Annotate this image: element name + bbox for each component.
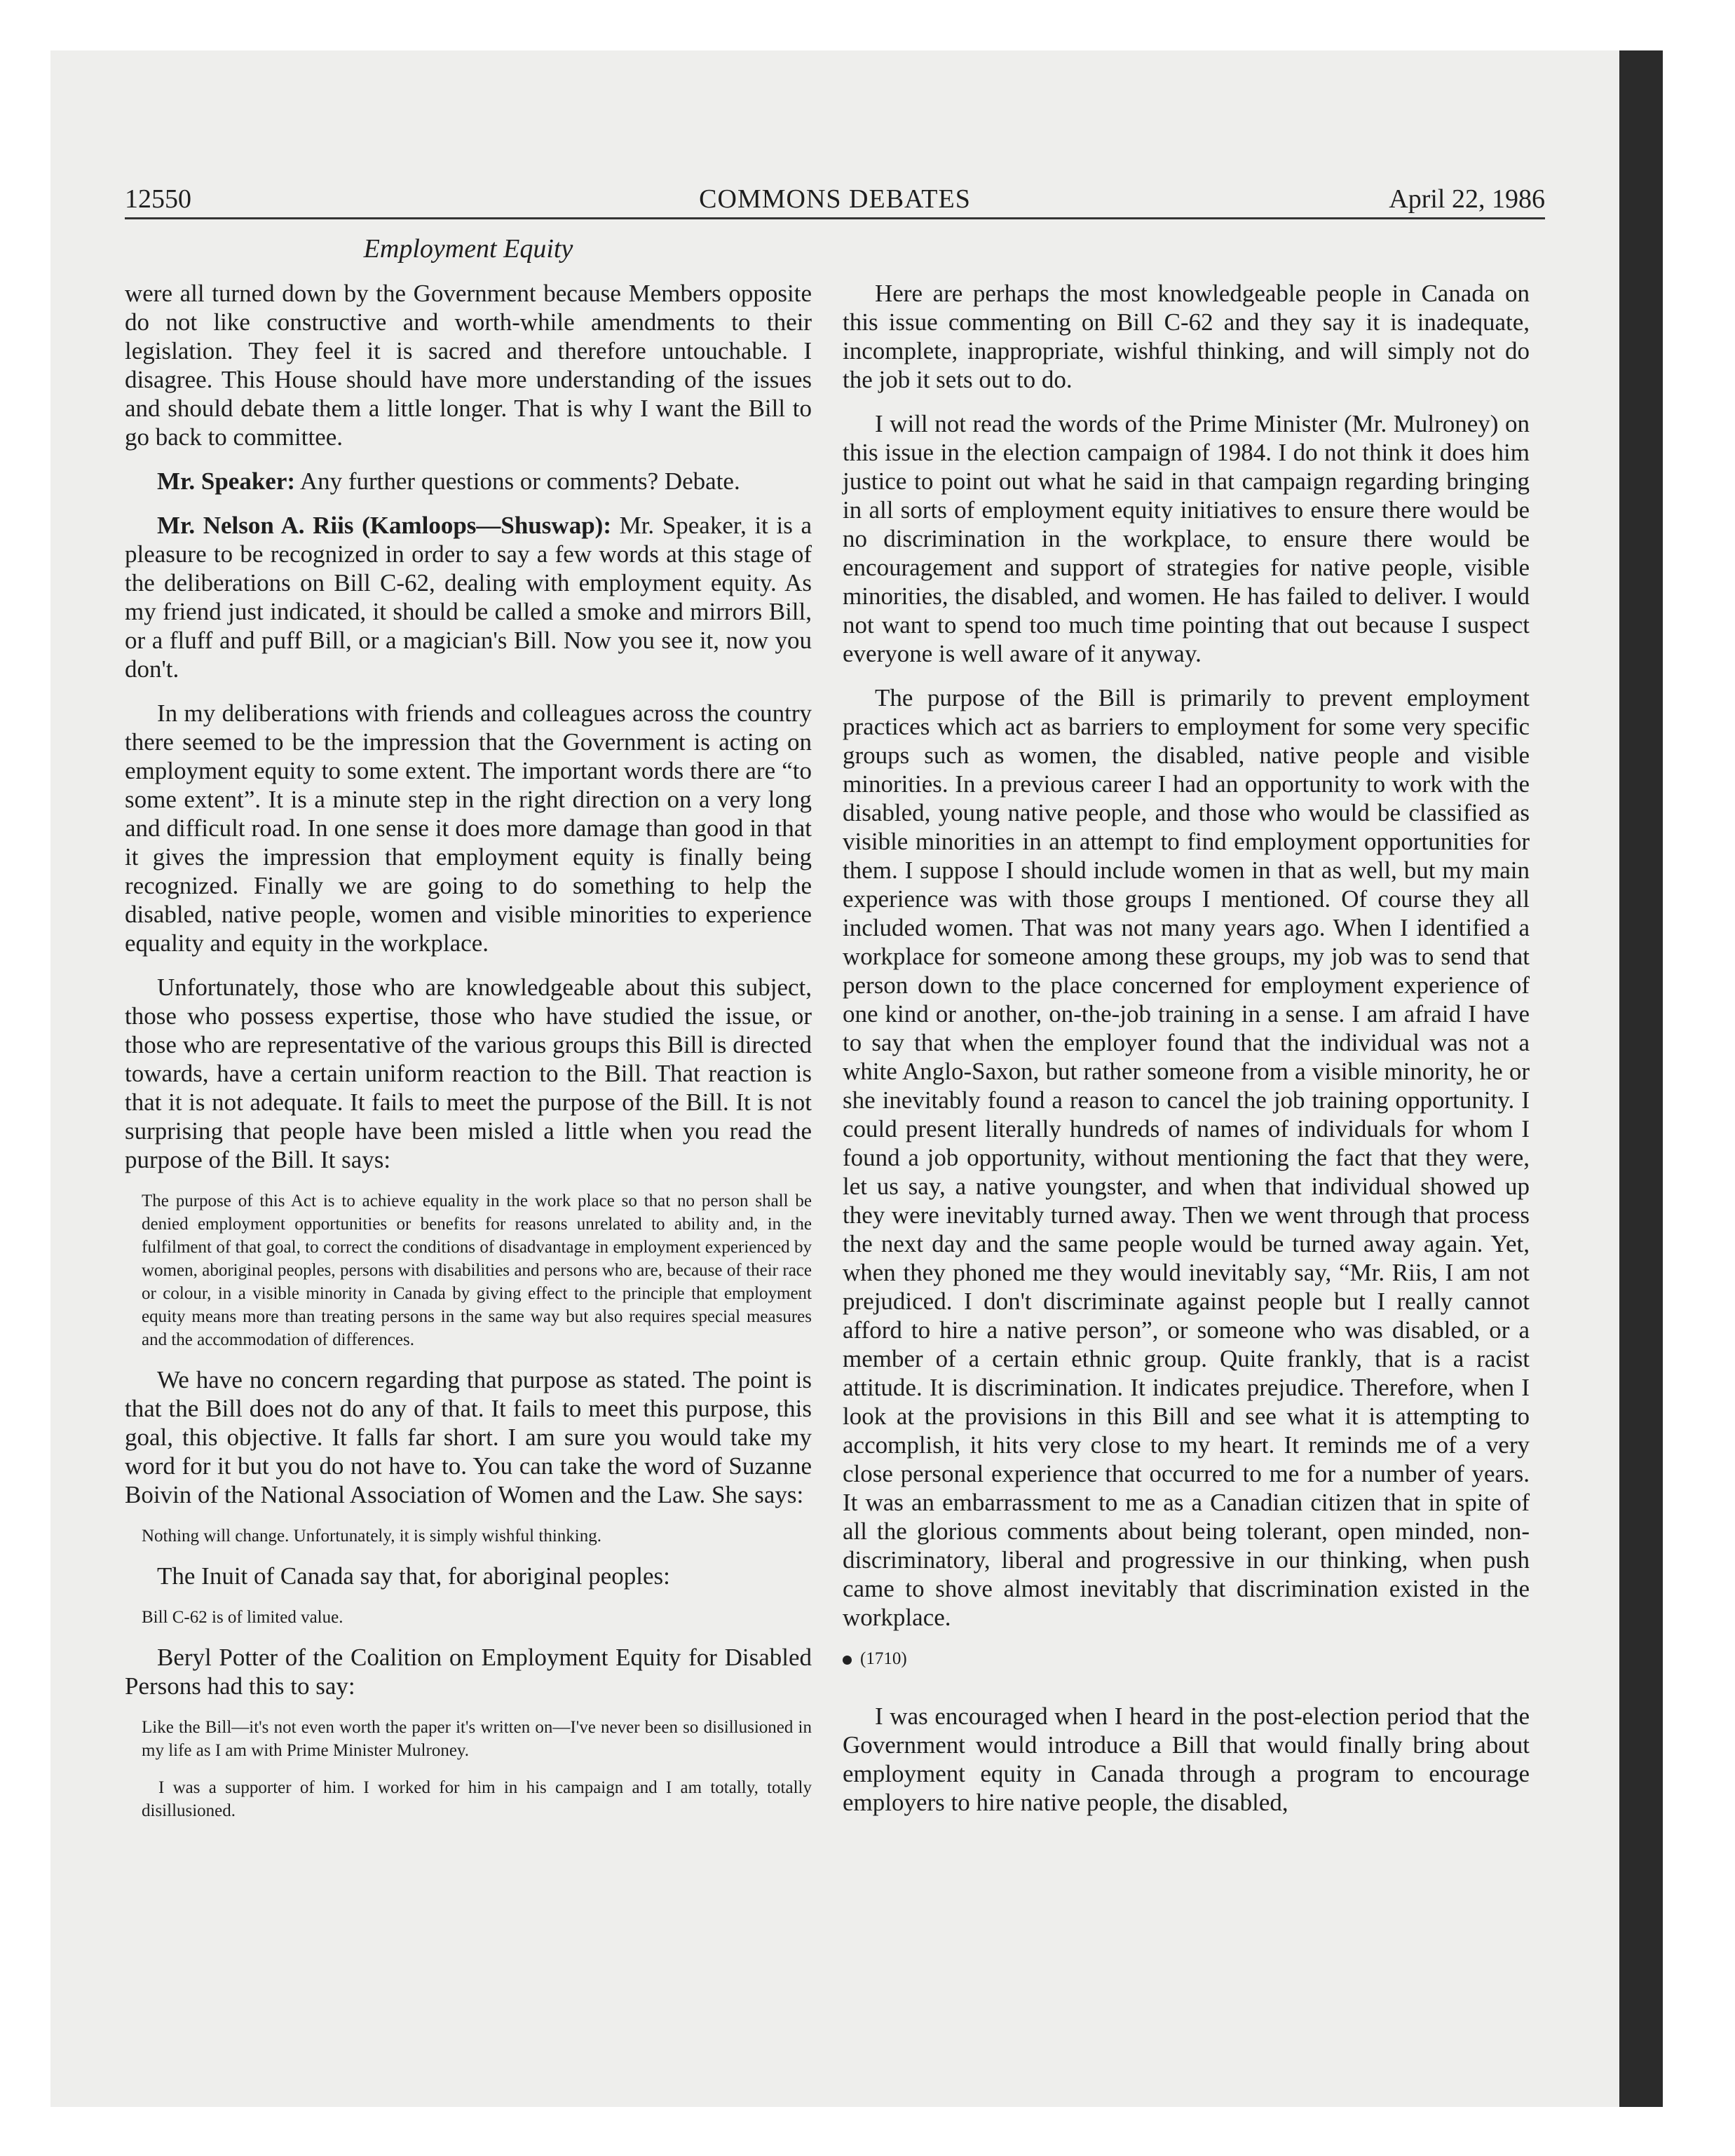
block-quote: I was a supporter of him. I worked for him in his campaign and I am totally, totally disillusioned.: [142, 1778, 812, 1820]
issue-date: April 22, 1986: [1389, 184, 1545, 214]
block-quote: Like the Bill—it's not even worth the paper it's written on—I've never been so disillusioned in my life as I am with Prime Minister Mulroney.: [142, 1718, 812, 1760]
time-marker-text: (1710): [860, 1649, 907, 1668]
block-quote: Nothing will change. Unfortunately, it is simply wishful thinking.: [142, 1527, 601, 1546]
time-marker: [843, 1647, 1530, 1671]
paragraph: The Inuit of Canada say that, for aboriginal peoples:: [157, 1562, 670, 1590]
paragraph: I will not read the words of the Prime Minister (Mr. Mulroney) on this issue in the election campaign of 1984. I do not think it does him justice to point out what he said in that campaign regarding bringing in all sorts of employment equity initiatives to ensure there would be no discrimination in the workplace, to ensure there would be encouragement and support of strategies for native people, visible minorities, the disabled, and women. He has failed to deliver. I would not want to spend too much time pointing that out because I suspect everyone is well aware of it anyway.: [843, 410, 1530, 667]
speech-text: Any further questions or comments? Debate.: [295, 468, 740, 495]
paragraph: I was encouraged when I heard in the post-election period that the Government would introduce a Bill that would finally bring about employment equity in Canada through a program to encourage employers to hire native people, the disabled,: [843, 1703, 1530, 1816]
running-header: [125, 181, 1545, 219]
paragraph: were all turned down by the Government because Members opposite do not like constructive and worth-while amendments to their legislation. They feel it is sacred and therefore untouchable. I disagree. This House should have more understanding of the issues and should debate them a little longer. That is why I want the Bill to go back to committee.: [125, 280, 812, 451]
page-number: 12550: [125, 184, 191, 214]
speaker-paragraph: [125, 467, 812, 496]
publication-title: COMMONS DEBATES: [699, 184, 971, 214]
block-quote: The purpose of this Act is to achieve equality in the work place so that no person shall be denied employment opportunities or benefits for reasons unrelated to ability and, in the fulfilment of that goal, to correct the conditions of disadvantage in employment experienced by women, aboriginal peoples, persons with disabilities and persons who are, because of their race or colour, in a visible minority in Canada by giving effect to the principle that employment equity means more than treating persons in the same way but also requires special measures and the accommodation of differences.: [142, 1192, 812, 1349]
bullet-icon: [843, 1656, 852, 1665]
paragraph: Here are perhaps the most knowledgeable people in Canada on this issue commenting on Bill C-62 and they say it is inadequate, incomplete, inappropriate, wishful thinking, and will simply not do the job it sets out to do.: [843, 280, 1530, 393]
right-column: [843, 279, 1530, 1832]
block-quote: Bill C-62 is of limited value.: [142, 1608, 343, 1627]
paragraph: In my deliberations with friends and colleagues across the country there seemed to be the impression that the Government is acting on employment equity to some extent. The important words there are “to some extent”. It is a minute step in the right direction on a very long and difficult road. In one sense it does more damage than good in that it gives the impression that employment equity is finally being recognized. Finally we are going to do something to help the disabled, native people, women and visible minorities to experience equality and equity in the workplace.: [125, 700, 812, 957]
paragraph: Unfortunately, those who are knowledgeable about this subject, those who possess expertise, those who have studied the issue, or those who are representative of the various groups this Bill is directed towards, have a certain uniform reaction to the Bill. That reaction is that it is not adequate. It fails to meet the purpose of the Bill. It is not surprising that people have been misled a little when you read the purpose of the Bill. It says:: [125, 974, 812, 1173]
section-title: Employment Equity: [363, 234, 573, 264]
speaker-paragraph: [125, 511, 812, 683]
paragraph: Beryl Potter of the Coalition on Employment Equity for Disabled Persons had this to say:: [125, 1644, 812, 1700]
left-column: [125, 279, 812, 1836]
speaker-name: Mr. Speaker:: [157, 468, 296, 495]
paragraph: The purpose of the Bill is primarily to prevent employment practices which act as barriers to employment for some very specific groups such as women, the disabled, native people and visible minorities. In a previous career I had an opportunity to work with the disabled, young native people, and those who would be classified as visible minorities in an attempt to find employment opportunities for them. I suppose I should include women in that as well, but my main experience was with those groups I mentioned. Of course they all included women. That was not many years ago. When I identified a workplace for someone among these groups, my job was to send that person down to the place concerned for employment experience of one kind or another, on-the-job training in a sense. I am afraid I have to say that when the employer found that the individual was not a white Anglo-Saxon, but rather someone from a visible minority, he or she inevitably found a reason to cancel the job training opportunity. I could present literally hundreds of names of individuals for whom I found a job opportunity, without mentioning the fact that they were, let us say, a native youngster, and when that individual showed up they were inevitably turned away. Then we went through that process the next day and the same people would be turned away again. Yet, when they phoned me they would inevitably say, “Mr. Riis, I am not prejudiced. I don't discriminate against people but I really cannot afford to hire a native person”, or someone who was disabled, or a member of a certain ethnic group. Quite frankly, that is a racist attitude. It is discrimination. It indicates prejudice. Therefore, when I look at the provisions in this Bill and see what it is attempting to accomplish, it hits very close to my heart. It reminds me of a very close personal experience that occurred to me for a number of years. It was an embarrassment to me as a Canadian citizen that in spite of all the glorious comments about being tolerant, open minded, non-discriminatory, liberal and progressive in our thinking, when push came to shove almost inevitably that discrimination existed in the workplace.: [843, 684, 1530, 1631]
speech-text: Mr. Speaker, it is a pleasure to be recognized in order to say a few words at this stage of the deliberations on Bill C-62, dealing with employment equity. As my friend just indicated, it should be called a smoke and mirrors Bill, or a fluff and puff Bill, or a magician's Bill. Now you see it, now you don't.: [125, 512, 812, 683]
scan-edge-shadow: [1619, 50, 1663, 2107]
speaker-name: Mr. Nelson A. Riis (Kamloops—Shuswap):: [157, 512, 611, 539]
paragraph: We have no concern regarding that purpose as stated. The point is that the Bill does not do any of that. It fails to meet this purpose, this goal, this objective. It falls far short. I am sure you would take my word for it but you do not have to. You can take the word of Suzanne Boivin of the National Association of Women and the Law. She says:: [125, 1366, 812, 1508]
